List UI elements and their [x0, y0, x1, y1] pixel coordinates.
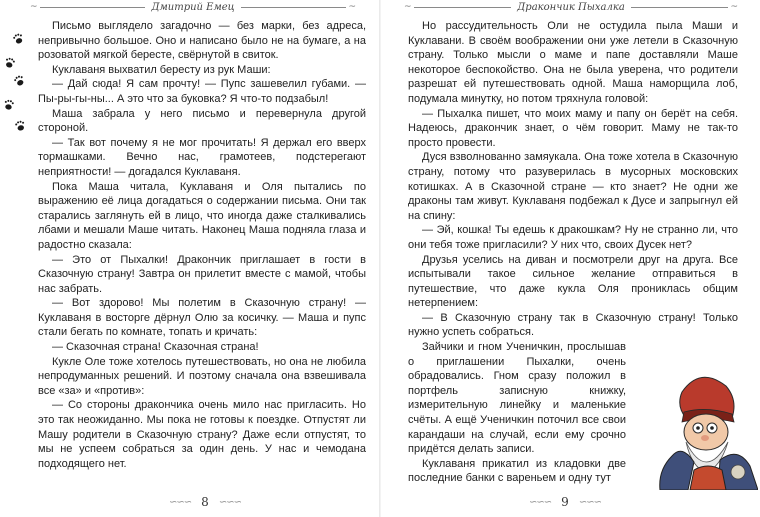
paragraph: — Так вот почему я не мог прочитать! Я держал его вверх тормашками. Вечно нас, грамотеев, подстерегают неприятности! — догадался Куклаваня.	[38, 136, 366, 178]
paragraph: — Вот здорово! Мы полетим в Сказочную страну! — Куклаваня в восторге дёрнул Олю за косичку. — Маша и пупс стали бегать по комнате, топать и кричать:	[38, 297, 366, 339]
squiggle-ornament-icon: ∽∽∽	[169, 496, 192, 508]
squiggle-ornament-icon: ∽∽∽	[529, 496, 552, 508]
paragraph: Зайчики и гном Ученичкин, прослышав о приглашении Пыхалки, очень обрадовались. Гном сразу положил в портфель записную книжку, измерительную линейку и маленькие счёты. А ещё Ученичкин поточил все свои карандаши на случай, если ему срочно придётся делать записи.	[408, 341, 626, 456]
right-running-header	[402, 0, 740, 14]
paragraph: — Пыхалка пишет, что моих маму и папу он берёт на себя. Надеюсь, дракончик знает, о чём говорит. Маму не так-то просто провести.	[408, 107, 738, 149]
paragraph: — Эй, кошка! Ты едешь к дракошкам? Ну не странно ли, что они тебя тоже пригласили? У них что, своих Дусек нет?	[408, 224, 738, 251]
page-number: 8	[201, 495, 209, 509]
paragraph: — Дай сюда! Я сам прочту! — Пупс зашевелил губами. — Пы-ры-гы-ны... А это что за буковка? Я что-то подзабыл!	[38, 78, 366, 105]
paw-print-icon	[15, 120, 26, 132]
left-page-footer	[150, 493, 260, 511]
paragraph: Друзья уселись на диван и посмотрели друг на друга. Все испытывали такое сильное желание отправиться в путешествие, что даже кукла Оля прониклась общим нетерпением:	[408, 253, 738, 310]
paw-print-icon	[4, 57, 15, 69]
paragraph: Пока Маша читала, Куклаваня и Оля пытались по выражению её лица догадаться о содержании письма. Они так старались заглянуть ей в лицо, что иногда даже сталкивались лбами и мешали Маше читать. Наконец Маша подняла глаза и радостно сказала:	[38, 180, 366, 251]
paragraph: — В Сказочную страну так в Сказочную страну! Только нужно успеть собраться.	[408, 311, 738, 339]
gnome-illustration	[642, 372, 758, 490]
paw-print-icon	[12, 33, 24, 45]
header-rule	[241, 7, 347, 8]
squiggle-ornament-icon: ∽∽∽	[218, 496, 241, 508]
curl-ornament-icon: ~	[730, 2, 738, 12]
paragraph: Но рассудительность Оли не остудила пыла Маши и Куклавани. В своём воображении они уже летели в Сказочную страну. Только мысли о маме и папе доставляли Маше некоторое беспокойство. Она не была уверена, что родители разрешат ей путешествовать одной. Маша наморщила лоб, подумала минутку, но потом тряхнула головой:	[408, 20, 738, 105]
right-page	[380, 0, 760, 517]
paragraph: Письмо выглядело загадочно — без марки, без адреса, непривычно большое. Оно и написано было не на бумаге, а на розоватой мягкой бересте, свёрнутой в свиток.	[38, 20, 366, 62]
paw-prints-decoration	[2, 28, 32, 138]
paragraph: Куклаваня прикатил из кладовки две последние банки с вареньем и одну тут	[408, 457, 626, 485]
curl-ornament-icon: ~	[348, 2, 357, 12]
header-rule	[40, 7, 146, 8]
left-body-text	[38, 19, 366, 471]
curl-ornament-icon: ~	[30, 2, 38, 12]
paw-print-icon	[4, 99, 15, 110]
page-number: 9	[561, 495, 569, 509]
paragraph: — Со стороны дракончика очень мило нас пригласить. Но это так неожиданно. Мы пока не готовы к поездке. Отпустят ли Машу родители в Сказочную страну? Даже если отпустят, то мы не успеем собраться за один день. У нас и чемодана подходящего нет.	[38, 399, 366, 470]
header-rule	[414, 7, 512, 8]
paragraph: Кукле Оле тоже хотелось путешествовать, но она не любила непродуманных решений. И поэтому сначала она взвешивала все «за» и «против»:	[38, 355, 366, 397]
paragraph: — Это от Пыхалки! Дракончик приглашает в гости в Сказочную страну! Завтра он прилетит вместе с мамой, чтобы нас забрать.	[38, 253, 366, 295]
squiggle-ornament-icon: ∽∽∽	[578, 496, 601, 508]
right-page-footer	[510, 493, 620, 511]
book-title: Дракончик Пыхалка	[517, 1, 625, 13]
paragraph: — Сказочная страна! Сказочная страна!	[52, 341, 259, 354]
paw-print-icon	[13, 74, 25, 87]
paragraph: Маша забрала у него письмо и перевернула другой стороной.	[38, 107, 366, 135]
header-rule	[631, 7, 729, 8]
left-running-header	[28, 0, 358, 14]
author-name: Дмитрий Емец	[151, 1, 235, 13]
paragraph: Куклаваня выхватил бересту из рук Маши:	[52, 63, 271, 76]
curl-ornament-icon: ~	[404, 2, 412, 12]
paragraph: Дуся взволнованно замяукала. Она тоже хотела в Сказочную страну, потому что разуверилась в мусорных московских котишках. А в Сказочной стране — кто знает? Не одни же драконы там живут. Куклаваня подбежал к Дусе и запрыгнул ей на спину:	[408, 151, 738, 222]
